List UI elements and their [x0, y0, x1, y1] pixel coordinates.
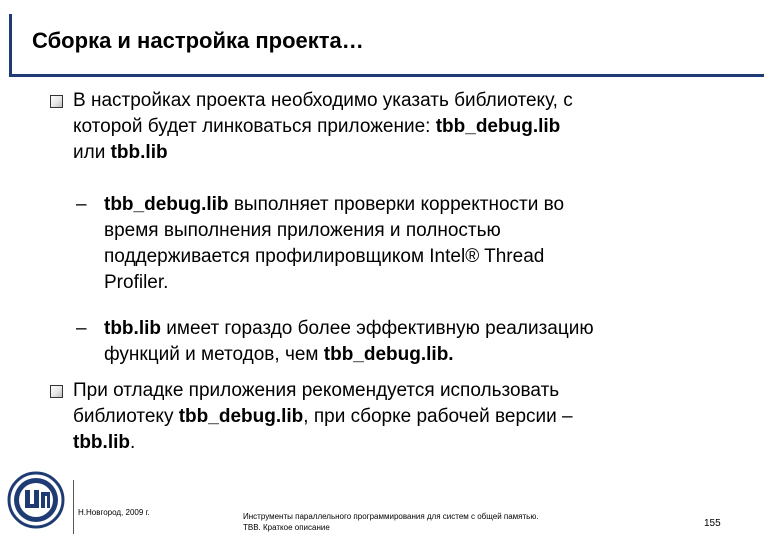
title-bar	[9, 14, 764, 77]
bold-text: tbb.lib	[110, 142, 168, 163]
bold-text: tbb.lib	[73, 432, 130, 453]
text-line: время выполнения приложения и полностью	[104, 220, 501, 241]
sub-bullet-text	[104, 316, 594, 368]
checkbox-bullet-icon	[50, 95, 63, 108]
text-line: или tbb.lib	[73, 142, 168, 163]
bullet-item	[73, 378, 573, 456]
unn-logo-svg	[6, 470, 66, 530]
slide-title: Сборка и настройка проекта…	[32, 28, 364, 53]
text-line: функций и методов, чем tbb_debug.lib.	[104, 344, 454, 365]
text-line: tbb_debug.lib выполняет проверки корректности во	[104, 194, 565, 215]
bullet-item	[73, 88, 573, 166]
bullet-text	[73, 88, 573, 166]
bold-text: tbb_debug.lib.	[323, 344, 454, 365]
footer-course-line1: Инструменты параллельного программирования для систем с общей памятью.	[243, 512, 539, 521]
footer-course-line2: TBB. Краткое описание	[243, 523, 330, 532]
bold-text: tbb.lib	[104, 318, 161, 339]
sub-bullet-item	[76, 316, 594, 368]
bold-text: tbb_debug.lib	[435, 116, 561, 137]
page-number: 155	[704, 518, 721, 529]
sub-bullet-text	[104, 192, 564, 296]
text-line: Profiler.	[104, 272, 169, 293]
footer-divider	[73, 480, 74, 534]
text-line: поддерживается профилировщиком Intel® Thread	[104, 246, 545, 267]
text-line: При отладке приложения рекомендуется использовать	[73, 380, 560, 401]
bold-text: tbb_debug.lib	[178, 406, 304, 427]
text-line: В настройках проекта необходимо указать библиотеку, с	[73, 90, 573, 111]
text-line: tbb.lib имеет гораздо более эффективную реализацию	[104, 318, 594, 339]
checkbox-bullet-icon	[50, 385, 63, 398]
dash-marker: –	[76, 318, 87, 339]
text-line: tbb.lib.	[73, 432, 136, 453]
bullet-text	[73, 378, 573, 456]
dash-marker: –	[76, 194, 87, 215]
bold-text: tbb_debug.lib	[104, 194, 229, 215]
footer-city-year: Н.Новгород, 2009 г.	[78, 508, 150, 517]
text-line: библиотеку tbb_debug.lib, при сборке рабочей версии –	[73, 406, 573, 427]
unn-logo-icon	[6, 470, 66, 530]
sub-bullet-item	[76, 192, 565, 296]
text-line: которой будет линковаться приложение: tbb_debug.lib	[73, 116, 561, 137]
